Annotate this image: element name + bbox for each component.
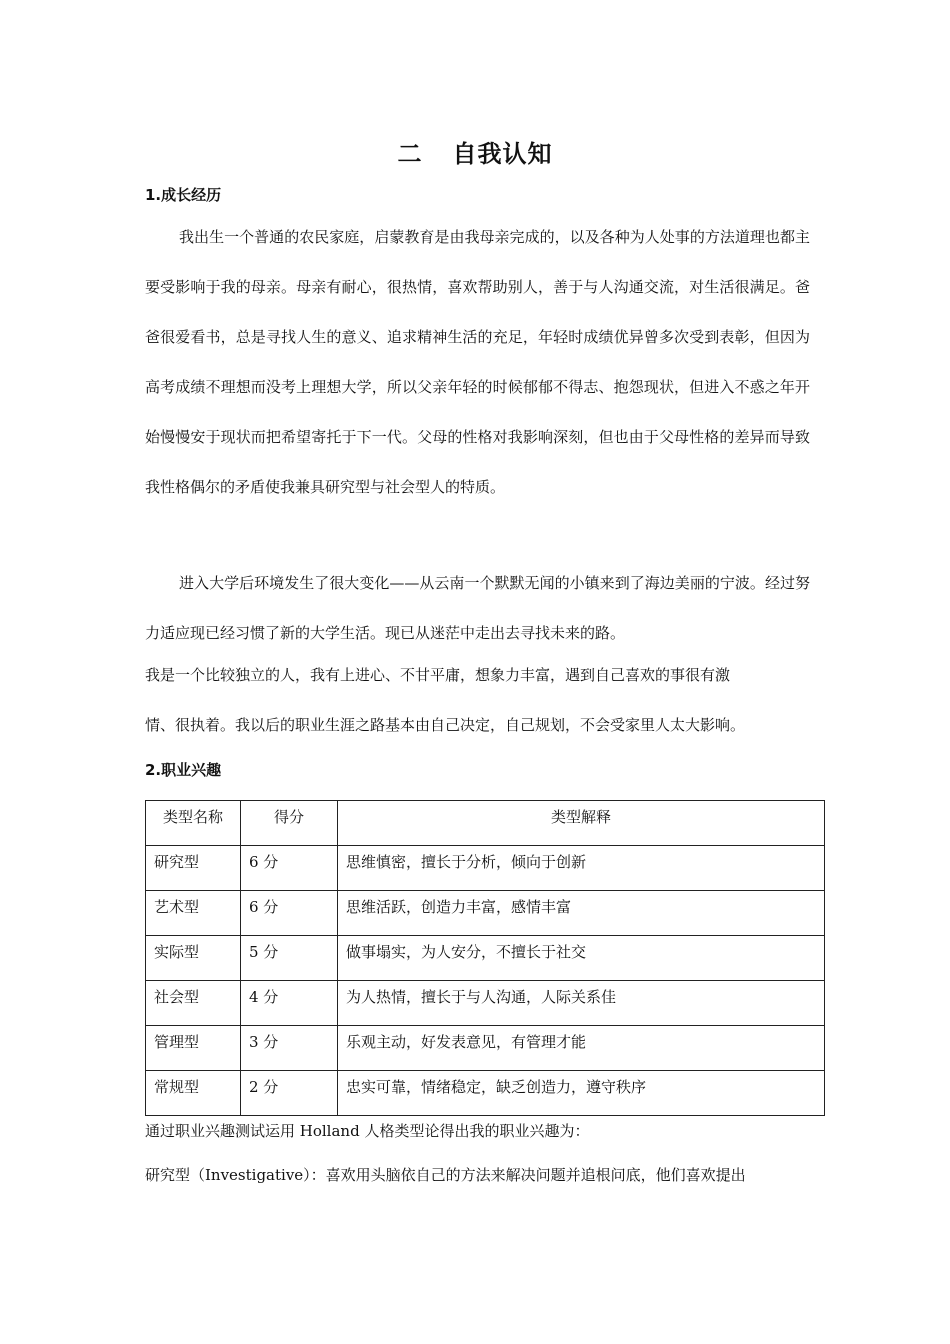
table-cell: 社会型 [146,981,241,1026]
table-cell: 6 分 [241,891,338,936]
table-cell: 思维活跃，创造力丰富，感情丰富 [338,891,825,936]
chapter-title-text: 自我认知 [452,139,553,168]
table-row [146,891,825,936]
table-cell: 实际型 [146,936,241,981]
section-heading-growth: 1.成长经历 [145,186,222,204]
table-cell: 为人热情，擅长于与人沟通，人际关系佳 [338,981,825,1026]
table-row [146,936,825,981]
paragraph-growth-2 [145,558,810,658]
paragraph-growth-1-text: 我出生一个普通的农民家庭，启蒙教育是由我母亲完成的，以及各种为人处事的方法道理也都主要受影响于我的母亲。母亲有耐心，很热情，喜欢帮助别人，善于与人沟通交流，对生活很满足。爸爸很爱看书，总是寻找人生的意义、追求精神生活的充足，年轻时成绩优异曾多次受到表彰，但因为高考成绩不理想而没考上理想大学，所以父亲年轻的时候郁郁不得志、抱怨现状，但进入不惑之年开始慢慢安于现状而把希望寄托于下一代。父母的性格对我影响深刻，但也由于父母性格的差异而导致我性格偶尔的矛盾使我兼具研究型与社会型人的特质。 [145,228,810,496]
chapter-number: 二 [397,139,423,168]
section-heading-interest: 2.职业兴趣 [145,761,222,779]
investigative-description-line: 研究型（Investigative）：喜欢用头脑依自己的方法来解决问题并追根问底，他们喜欢提出 [145,1166,746,1184]
chapter-title [0,134,950,169]
table-cell: 4 分 [241,981,338,1026]
paragraph-growth-1 [145,212,810,512]
table-cell: 6 分 [241,846,338,891]
table-cell: 常规型 [146,1071,241,1116]
table-cell: 乐观主动，好发表意见，有管理才能 [338,1026,825,1071]
table-header-cell: 类型名称 [146,801,241,846]
table-header-cell: 类型解释 [338,801,825,846]
table-header-cell: 得分 [241,801,338,846]
table-row [146,1071,825,1116]
paragraph-growth-3-line2: 情、很执着。我以后的职业生涯之路基本由自己决定，自己规划，不会受家里人太大影响。 [145,716,746,734]
paragraph-growth-3-line1: 我是一个比较独立的人，我有上进心、不甘平庸，想象力丰富，遇到自己喜欢的事很有激 [145,666,731,684]
table-cell: 管理型 [146,1026,241,1071]
table-cell: 2 分 [241,1071,338,1116]
table-row [146,1026,825,1071]
table-row [146,981,825,1026]
table-cell: 艺术型 [146,891,241,936]
table-row [146,846,825,891]
table-cell: 研究型 [146,846,241,891]
table-cell: 3 分 [241,1026,338,1071]
interest-table [145,800,825,1116]
table-cell: 忠实可靠，情绪稳定，缺乏创造力，遵守秩序 [338,1071,825,1116]
interest-summary-line: 通过职业兴趣测试运用 Holland 人格类型论得出我的职业兴趣为： [145,1122,590,1140]
table-cell: 思维慎密，擅长于分析，倾向于创新 [338,846,825,891]
table-cell: 5 分 [241,936,338,981]
paragraph-growth-2-text: 进入大学后环境发生了很大变化——从云南一个默默无闻的小镇来到了海边美丽的宁波。经过努力适应现已经习惯了新的大学生活。现已从迷茫中走出去寻找未来的路。 [145,574,810,642]
table-header-row [146,801,825,846]
table-cell: 做事塌实，为人安分，不擅长于社交 [338,936,825,981]
